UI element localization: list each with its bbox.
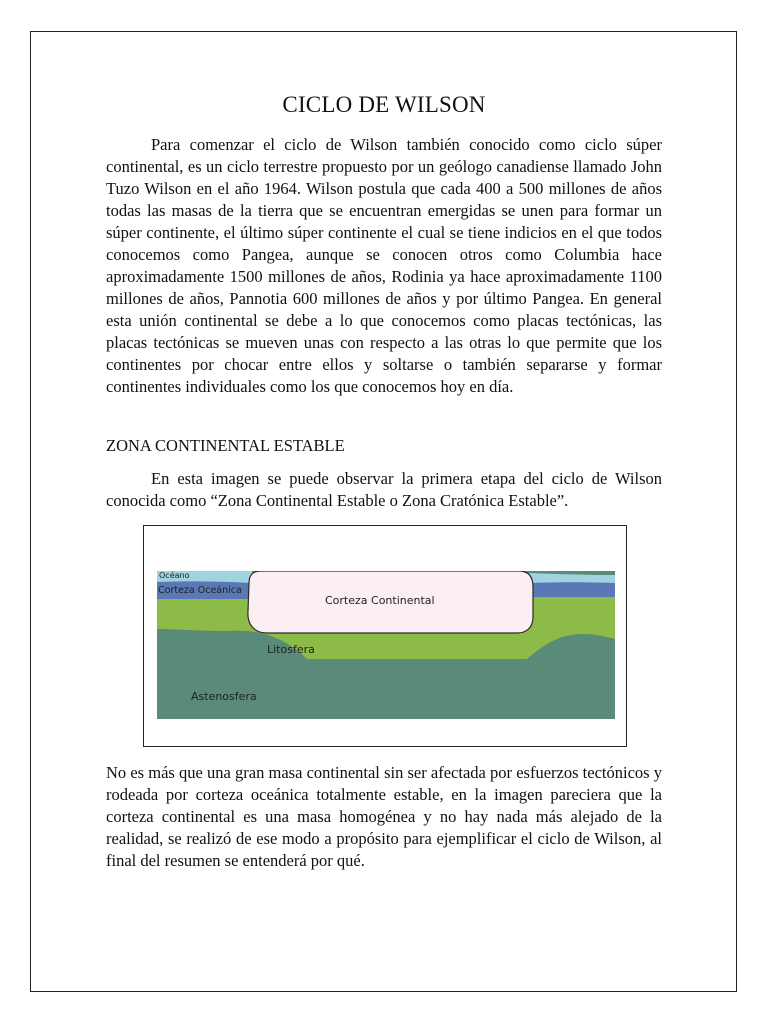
document-title: CICLO DE WILSON (282, 92, 486, 117)
section-heading: ZONA CONTINENTAL ESTABLE (106, 436, 345, 455)
oceanic-crust-label: Corteza Oceánica (158, 585, 242, 596)
stable-continental-zone-diagram (157, 571, 615, 719)
figure-frame (143, 525, 627, 747)
continental-crust-label: Corteza Continental (325, 594, 435, 607)
asthenosphere-label: Astenosfera (191, 690, 257, 703)
conclusion-paragraph: No es más que una gran masa continental sin ser afectada por esfuerzos tectónicos y rodeada por corteza oceánica totalmente estable, en la imagen pareciera que la corteza continental es una masa homogénea y no hay nada más alejado de la realidad, se realizó de ese modo a propósito para ejemplificar el ciclo de Wilson, al final del resumen se entenderá por qué. (106, 763, 662, 870)
figure-intro-paragraph: En esta imagen se puede observar la primera etapa del ciclo de Wilson conocida como “Zona Continental Estable o Zona Cratónica Estable”. (106, 469, 662, 510)
lithosphere-label: Litosfera (267, 643, 315, 656)
oceanic-crust-right (529, 581, 615, 597)
intro-paragraph: Para comenzar el ciclo de Wilson también conocido como ciclo súper continental, es un ciclo terrestre propuesto por un geólogo canadiense llamado John Tuzo Wilson en el año 1964. Wilson postula que cada 400 a 500 millones de años todas las masas de la tierra que se encuentran emergidas se unen para formar un súper continente, el último súper continente el cual se tiene indicios en el que todos conocemos como Pangea, aunque se conocen otros como Columbia hace aproximadamente 1500 millones de años, Rodinia ya hace aproximadamente 1100 millones de años, Pannotia 600 millones de años y por último Pangea. En general esta unión continental se debe a lo que conocemos como placas tectónicas, las placas tectónicas se mueven unas con respecto a las otras lo que permite que los continentes por chocar entre ellos y soltarse o también separarse y formar continentes individuales como los que conocemos hoy en día. (106, 135, 662, 396)
ocean-label: Océano (159, 571, 190, 580)
